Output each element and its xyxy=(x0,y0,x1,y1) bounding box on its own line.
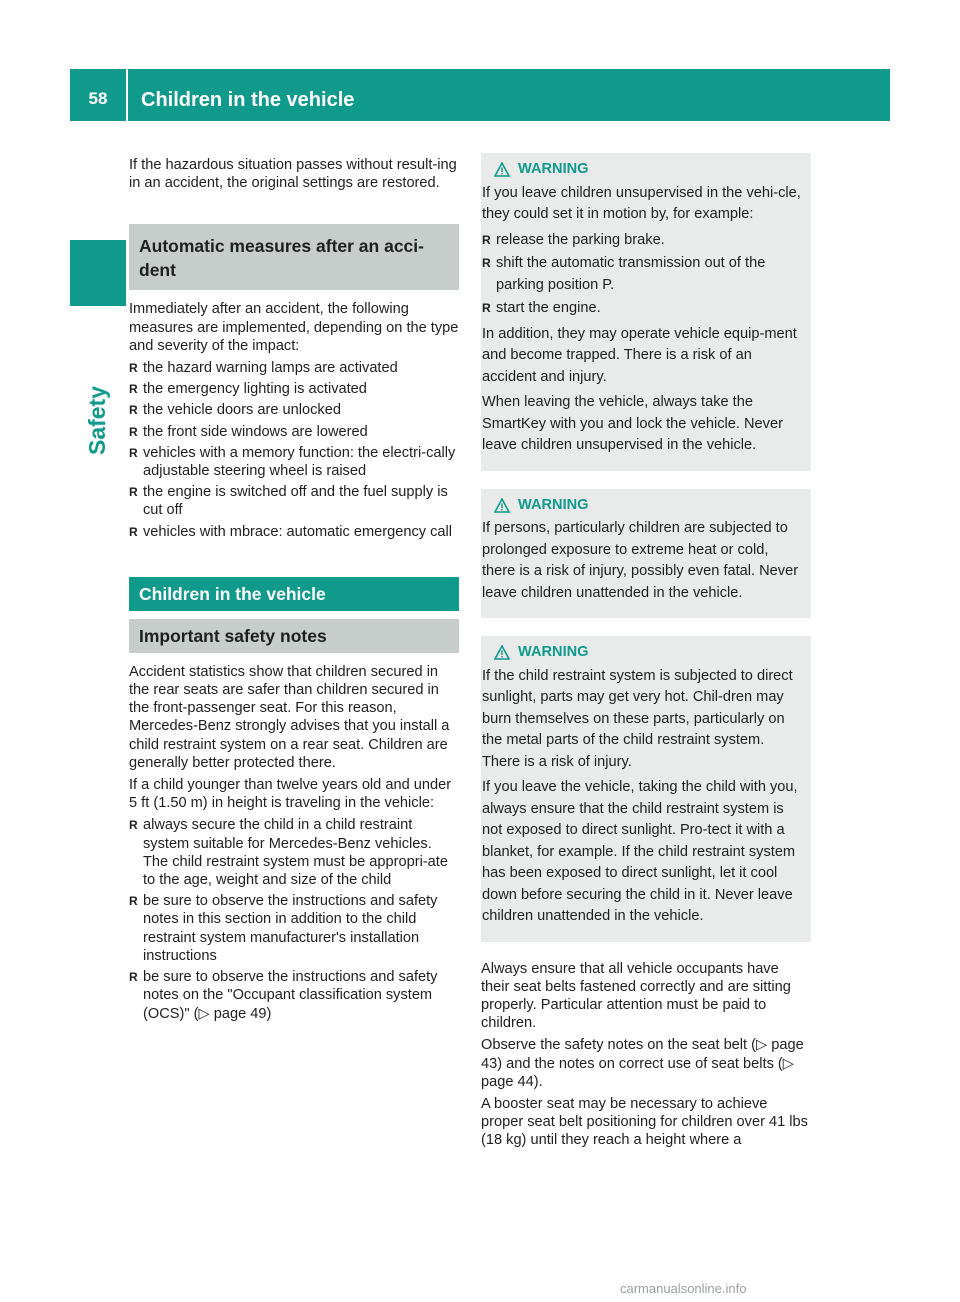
section2-para1: Accident statistics show that children secured in the rear seats are safer than children secured in the front-passenger seat. For this reason, Mercedes-Benz strongly advises that you install a child restraint system on a rear seat. Children are generally better protected there. xyxy=(129,663,450,771)
warning-label: WARNING xyxy=(518,161,589,177)
list-item: R the emergency lighting is activated xyxy=(129,380,459,398)
warning-text: If the child restraint system is subjected to direct sunlight, parts may get very hot. Chil-dren may burn themselves on these parts, particularly on the metal parts of the child restraint system. There is a risk of injury. xyxy=(482,667,793,770)
list-item: R be sure to observe the instructions and safety notes on the "Occupant classification system (OCS)" (▷ page 49) xyxy=(129,968,459,1023)
body-paragraph: A booster seat may be necessary to achieve proper seat belt positioning for children over 41 lbs (18 kg) until they reach a height where a xyxy=(481,1095,808,1149)
warning-text: If you leave children unsupervised in the vehi-cle, they could set it in motion by, for example: xyxy=(482,184,801,222)
list-item: R the vehicle doors are unlocked xyxy=(129,401,459,419)
list-item: R vehicles with mbrace: automatic emergency call xyxy=(129,523,459,541)
warning-label: WARNING xyxy=(518,496,589,513)
section1-bullet-list xyxy=(129,359,459,541)
watermark: carmanualsonline.info xyxy=(620,1281,747,1296)
list-item: R the front side windows are lowered xyxy=(129,423,459,441)
list-item: R shift the automatic transmission out of the parking position P. xyxy=(482,253,803,296)
side-section-text: Safety xyxy=(84,385,111,455)
side-tab-block xyxy=(70,240,126,306)
section1-intro: Immediately after an accident, the following measures are implemented, depending on the type and severity of the impact: xyxy=(129,301,459,354)
list-item: R the hazard warning lamps are activated xyxy=(129,359,459,377)
list-item: R the engine is switched off and the fuel supply is cut off xyxy=(129,483,459,519)
warning-bullet-list xyxy=(482,230,803,320)
warning-triangle-icon xyxy=(494,498,510,513)
section-heading-text: Automatic measures after an acci-dent xyxy=(139,236,424,281)
list-item: R vehicles with a memory function: the electri-cally adjustable steering wheel is raised xyxy=(129,444,459,480)
section2-bullet-list xyxy=(129,816,459,1022)
warning-text: When leaving the vehicle, always take the SmartKey with you and lock the vehicle. Never leave children unsupervised in the vehicle. xyxy=(482,394,783,453)
warning-text: If you leave the vehicle, taking the child with you, always ensure that the child restraint system is not exposed to direct sunlight. Pro-tect it with a blanket, for example. If the child restraint system has been exposed to direct sunlight, let it cool down before securing the child in it. Never leave children unattended in the vehicle. xyxy=(482,779,798,924)
list-item: R be sure to observe the instructions and safety notes in this section in addition to the child restraint system manufacturer's installation instructions xyxy=(129,892,459,965)
side-section-label xyxy=(80,380,116,460)
list-item: R release the parking brake. xyxy=(482,230,803,252)
warning-header xyxy=(482,495,803,517)
list-item: R start the engine. xyxy=(482,298,803,320)
section-heading-automatic-measures xyxy=(129,224,459,290)
left-column xyxy=(129,156,459,1027)
right-column xyxy=(481,153,811,1154)
warning-box-sunlight xyxy=(481,636,811,942)
page-number: 58 xyxy=(88,89,108,108)
warning-text: If persons, particularly children are subjected to prolonged exposure to extreme heat or cold, there is a risk of injury, possibly even fatal. Never leave children unattended in the vehicle. xyxy=(482,520,799,601)
warning-box-unsupervised xyxy=(481,153,811,471)
warning-header xyxy=(482,642,803,664)
intro-paragraph: If the hazardous situation passes without result-ing in an accident, the original settings are restored. xyxy=(129,157,457,192)
body-paragraph: Observe the safety notes on the seat belt (▷ page 43) and the notes on correct use of seat belts (▷ page 44). xyxy=(481,1037,804,1090)
section2-para2: If a child younger than twelve years old and under 5 ft (1.50 m) in height is traveling in the vehicle: xyxy=(129,777,452,812)
warning-label: WARNING xyxy=(518,644,589,660)
warning-text: In addition, they may operate vehicle equip-ment and become trapped. There is a risk of an accident and injury. xyxy=(482,325,797,385)
warning-triangle-icon xyxy=(494,162,510,177)
warning-triangle-icon xyxy=(494,645,510,660)
warning-header xyxy=(482,159,803,181)
section-heading-children-in-vehicle: Children in the vehicle xyxy=(129,577,459,611)
page-title: Children in the vehicle xyxy=(141,89,355,111)
body-paragraph: Always ensure that all vehicle occupants have their seat belts fastened correctly and are sitting properly. Particular attention must be paid to children. xyxy=(481,960,791,1032)
list-item: R always secure the child in a child restraint system suitable for Mercedes-Benz vehicles. The child restraint system must be appropri-ate to the age, weight and size of the child xyxy=(129,816,459,889)
warning-box-extreme-temperature xyxy=(481,489,811,619)
header-divider xyxy=(126,69,128,121)
subsection-heading-important-safety-notes: Important safety notes xyxy=(129,619,459,653)
